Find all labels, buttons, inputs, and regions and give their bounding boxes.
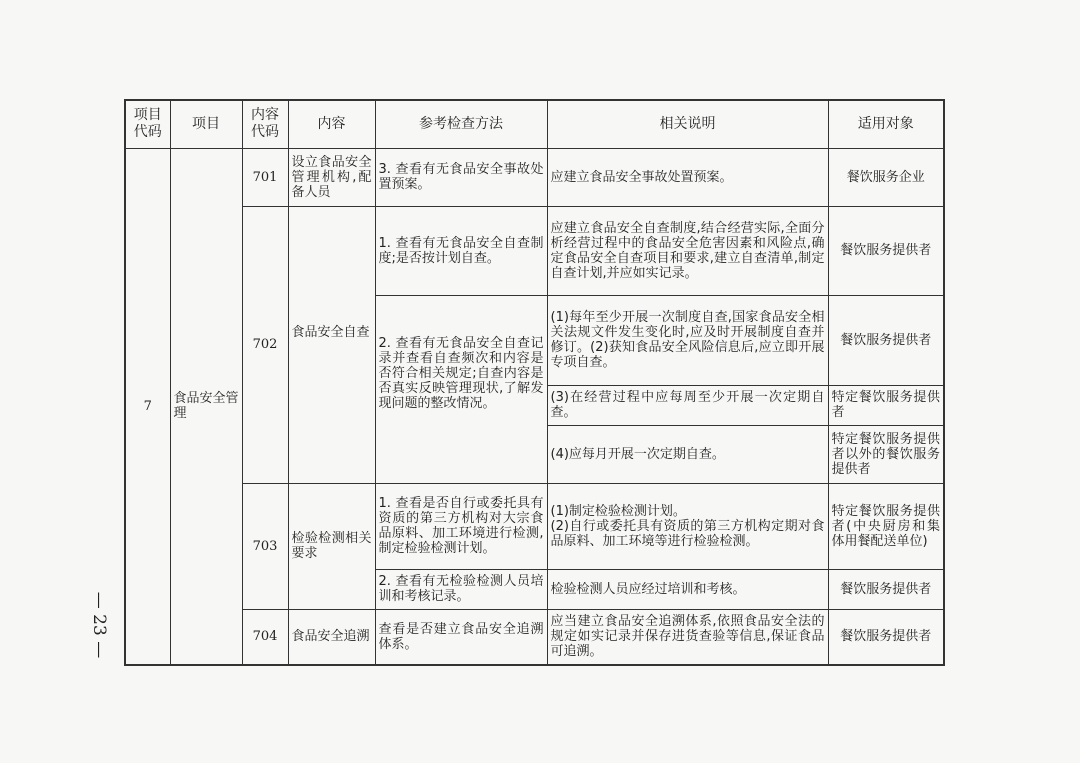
table-row-703-1 [125,483,944,569]
target-702-3: 特定餐饮服务提供者 [828,385,944,425]
header-item: 项目 [170,100,242,148]
content-code-703: 703 [242,483,288,609]
target-703-2: 餐饮服务提供者 [828,569,944,609]
target-704: 餐饮服务提供者 [828,609,944,665]
note-702-4: (4)应每月开展一次定期自查。 [547,425,828,483]
method-702-2: 2. 查看有无食品安全自查记录并查看自查频次和内容是否符合相关规定;自查内容是否真实反映管理现状,了解发现问题的整改情况。 [375,295,547,483]
note-703-1b: (2)自行或委托具有资质的第三方机构定期对食品原料、加工环境等进行检验检测。 [550,518,825,549]
note-703-1a: (1)制定检验检测计划。 [550,503,686,519]
note-702-2: (1)每年至少开展一次制度自查,国家食品安全相关法规文件发生变化时,应及时开展制度自查并修订。(2)获知食品安全风险信息后,应立即开展专项自查。 [547,295,828,385]
note-703-1 [547,483,828,569]
method-701: 3. 查看有无食品安全事故处置预案。 [375,148,547,206]
table-row-701 [125,148,944,206]
header-item-code: 项目代码 [125,100,170,148]
inspection-table [124,99,945,666]
header-note: 相关说明 [547,100,828,148]
method-703-2: 2. 查看有无检验检测人员培训和考核记录。 [375,569,547,609]
method-703-1: 1. 查看是否自行或委托具有资质的第三方机构对大宗食品原料、加工环境进行检测,制定检验检测计划。 [375,483,547,569]
content-702: 食品安全自查 [288,206,375,483]
note-702-3: (3)在经营过程中应每周至少开展一次定期自查。 [547,385,828,425]
method-704: 查看是否建立食品安全追溯体系。 [375,609,547,665]
target-702-4: 特定餐饮服务提供者以外的餐饮服务提供者 [828,425,944,483]
table-row-704 [125,609,944,665]
header-content: 内容 [288,100,375,148]
content-701: 设立食品安全管理机构,配备人员 [288,148,375,206]
item-code-cell: 7 [125,148,170,665]
content-704: 食品安全追溯 [288,609,375,665]
header-target: 适用对象 [828,100,944,148]
header-row [125,100,944,148]
method-702-1: 1. 查看有无食品安全自查制度;是否按计划自查。 [375,206,547,295]
page-number [84,590,114,660]
note-703-2: 检验检测人员应经过培训和考核。 [547,569,828,609]
header-content-code: 内容代码 [242,100,288,148]
page-number-text: — 23 — [89,591,110,659]
content-code-704: 704 [242,609,288,665]
target-702-1: 餐饮服务提供者 [828,206,944,295]
note-702-1: 应建立食品安全自查制度,结合经营实际,全面分析经营过程中的食品安全危害因素和风险点,确定食品安全自查项目和要求,建立自查清单,制定自查计划,并应如实记录。 [547,206,828,295]
item-name-cell: 食品安全管理 [170,148,242,665]
target-703-1: 特定餐饮服务提供者(中央厨房和集体用餐配送单位) [828,483,944,569]
note-701: 应建立食品安全事故处置预案。 [547,148,828,206]
table-row-702-1 [125,206,944,295]
note-704: 应当建立食品安全追溯体系,依照食品安全法的规定如实记录并保存进货查验等信息,保证食品可追溯。 [547,609,828,665]
target-702-2: 餐饮服务提供者 [828,295,944,385]
content-703: 检验检测相关要求 [288,483,375,609]
content-code-701: 701 [242,148,288,206]
header-method: 参考检查方法 [375,100,547,148]
content-code-702: 702 [242,206,288,483]
target-701: 餐饮服务企业 [828,148,944,206]
